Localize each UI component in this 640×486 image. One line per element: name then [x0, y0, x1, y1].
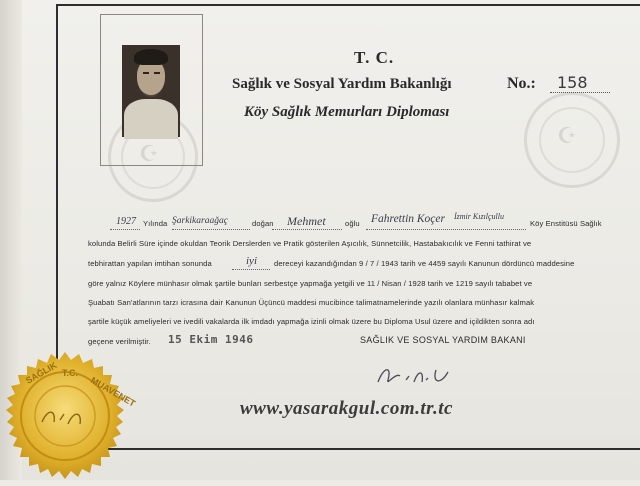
svg-text:SAĞLIK: SAĞLIK: [24, 360, 59, 386]
diploma-title: Köy Sağlık Memurları Diploması: [244, 104, 450, 120]
handwritten-father: Fahrettin Koçer: [371, 213, 445, 225]
body-line7: geçene verilmiştir.: [88, 337, 151, 346]
handwritten-place: İzmir Kızılçullu: [454, 212, 505, 221]
embossed-stamp-right: [524, 92, 620, 188]
body-line2: kolunda Belirli Süre içinde okuldan Teorik Derslerden ve Pratik gösterilen Aşıcılık, Sünnetcilik, Hastabakıcılık ve Fenni tathirat ve: [88, 239, 532, 248]
body-line1-enstitu: Köy Enstitüsü Sağlık: [530, 219, 602, 228]
svg-text:MUAVENET: MUAVENET: [89, 375, 138, 409]
star-icon: ☪: [557, 123, 577, 148]
handwritten-grade: iyi: [246, 255, 257, 267]
blank-line: [172, 229, 250, 230]
blank-line: [232, 269, 270, 270]
handwritten-birthplace: Şarkikaraağaç: [172, 216, 228, 226]
portrait-photo: [122, 45, 180, 137]
date-stamp: 15 Ekim 1946: [168, 333, 254, 346]
diploma-number: 158: [557, 73, 588, 92]
body-line6: şartile küçük ameliyeleri ve ivedili vakalarda ilk imdadı yapmağa izinli olmak üzere bu Diploma Usul üzere and içildikten sonra adı: [88, 317, 535, 326]
minister-label: SAĞLIK VE SOSYAL YARDIM BAKANI: [360, 335, 526, 345]
body-line1-yilinda: Yılında: [143, 219, 168, 228]
handwritten-year: 1927: [116, 216, 136, 227]
website-watermark: www.yasarakgul.com.tr.tc: [240, 398, 453, 419]
blank-line: [272, 229, 342, 230]
blank-line: [366, 229, 526, 230]
star-icon: ☪: [139, 141, 159, 166]
svg-text:T.C.: T.C.: [62, 368, 79, 378]
number-underline: [550, 92, 610, 93]
handwritten-name: Mehmet: [287, 214, 326, 228]
body-line5: Şuabatı San'atlarının tarzı icrasına dair Kanunun Üçüncü maddesi mucibince talimatnamelerinde yazılı olanlara münhasır kalmak: [88, 298, 535, 307]
body-line1-oglu: oğlu: [345, 219, 360, 228]
blank-line: [110, 229, 140, 230]
ministry-title: Sağlık ve Sosyal Yardım Bakanlığı: [232, 76, 452, 92]
minister-signature: [374, 362, 464, 390]
number-label: No.:: [507, 75, 536, 92]
body-line3-b: dereceyi kazandığından 9 / 7 / 1943 tarih ve 4459 sayılı Kanunun dördüncü maddesine: [274, 259, 575, 268]
body-line3-a: tebhirattan yapılan imtihan sonunda: [88, 259, 212, 268]
body-line4: göre yalnız Köylere münhasır olmak şartile bunları serbestçe yapmağa yetgili ve 11 / Nisan / 1928 tarih ve 1219 sayılı tababet ve: [88, 279, 533, 288]
gold-seal: [0, 352, 138, 486]
body-line1-dogan: doğan: [252, 219, 274, 228]
title-tc: T. C.: [354, 48, 395, 67]
